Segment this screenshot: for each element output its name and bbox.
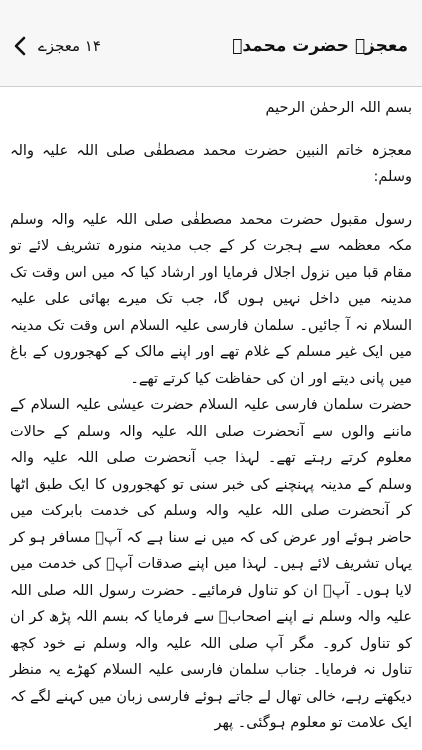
chevron-left-icon xyxy=(10,35,32,57)
bismillah-line: بسم اللہ الرحمٰن الرحیم xyxy=(265,100,412,116)
back-button-label: ۱۴ معجزے xyxy=(38,37,101,55)
article-scroll-area[interactable] xyxy=(0,87,422,750)
page-title: معجزہ حضرت محمدؐ xyxy=(232,36,408,56)
article-paragraph: حضرت سلمان فارسی علیہ السلام حضرت عیسٰی علیہ السلام کے ماننے والوں سے آنحضرت صلی اللہ علیہ والہ وسلم کے حالات معلوم کرتے رہتے تھے۔ لہذا جب آنحضرت صلی اللہ علیہ والہ وسلم کے مدینہ پہنچنے کی خبر سنی تو کھجوروں کا ایک طبق اٹھا کر آنحضرت صلی اللہ علیہ والہ وسلم کی خدمت بابرکت میں حاضر ہوئے اور عرض کی کہ میں نے سنا ہے کہ آپؐ مسافر ہو کر یہاں تشریف لائے ہیں۔ لہذا میں اپنے صدقات آپؐ کی خدمت میں لایا ہوں۔ آپؐ ان کو تناول فرمائیے۔ حضرت رسول اللہ صلی اللہ علیہ والہ وسلم نے اپنے اصحابؓ سے فرمایا کہ بسم اللہ پڑھ کر ان کو تناول کرو۔ مگر آپ صلی اللہ علیہ والہ وسلم نے خود کچھ تناول نہ فرمایا۔ جناب سلمان فارسی علیہ السلام کھڑے یہ منظر دیکھتے رہے، خالی تھال لے جاتے ہوئے فارسی زبان میں کہنے لگے کہ ایک علامت تو معلوم ہوگئی۔ پھر xyxy=(10,397,412,731)
back-button[interactable] xyxy=(10,32,101,60)
article-paragraph: رسول مقبول حضرت محمد مصطفٰی صلی اللہ علیہ والہ وسلم مکہ معظمہ سے ہجرت کر کے جب مدینہ منورہ تشریف لائے تو مقام قبا میں نزول اجلال فرمایا اور ارشاد کیا کہ میں اس وقت تک مدینہ میں داخل نہیں ہوں گا، جب تک میرے بھائی علی علیہ السلام نہ آ جائیں۔ سلمان فارسی علیہ السلام اس وقت تک مدینہ میں ایک غیر مسلم کے غلام تھے اور اپنے مالک کے کھجوروں کے باغ میں پانی دیتے اور ان کی حفاظت کیا کرتے تھے۔ xyxy=(10,211,412,387)
article-heading: معجزہ خاتم النبین حضرت محمد مصطفٰی صلی اللہ علیہ والہ وسلم: xyxy=(10,142,412,185)
article-text xyxy=(0,95,422,737)
navigation-bar xyxy=(0,0,422,87)
